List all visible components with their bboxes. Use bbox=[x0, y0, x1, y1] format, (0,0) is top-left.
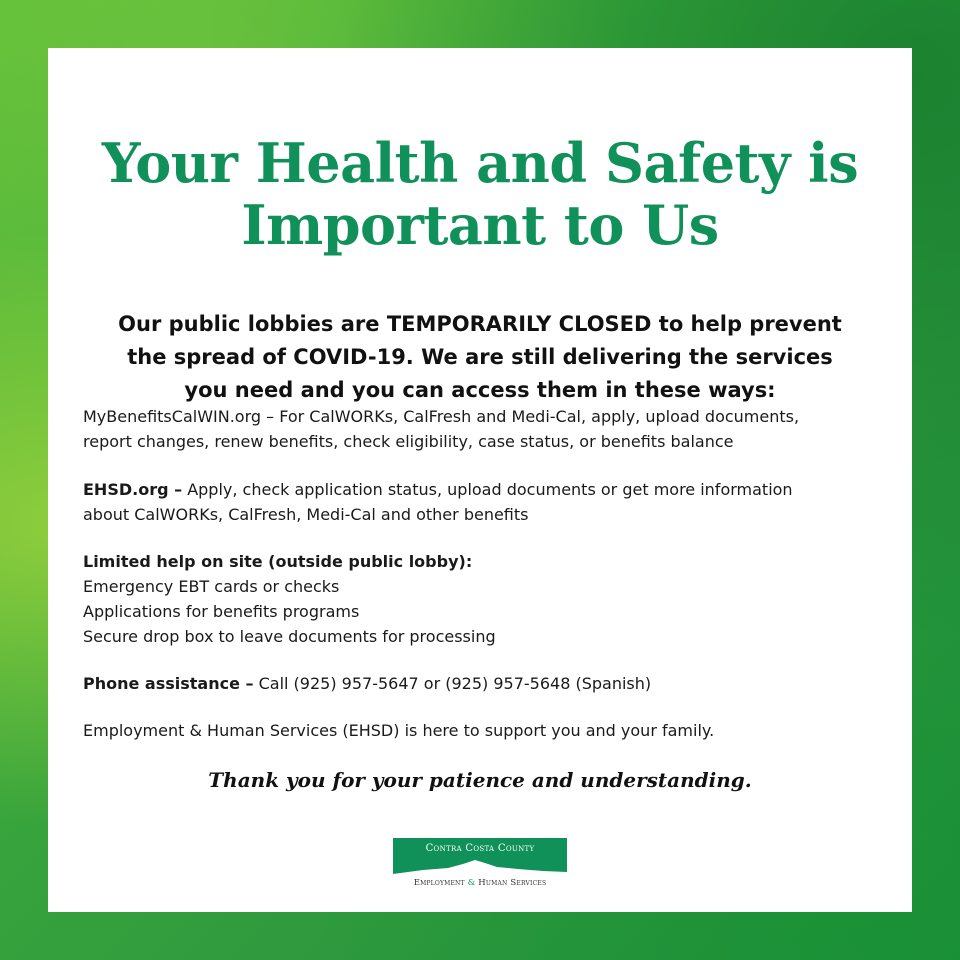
onsite-item: Secure drop box to leave documents for processing bbox=[83, 627, 496, 646]
phone-text: Call (925) 957-5647 or (925) 957-5648 (Spanish) bbox=[253, 674, 652, 693]
mybenefits-line-1: MyBenefitsCalWIN.org – For CalWORKs, CalFresh and Medi-Cal, apply, upload documents, bbox=[83, 407, 800, 426]
logo-department-name bbox=[393, 878, 567, 888]
intro-text: Our public lobbies are bbox=[118, 312, 387, 336]
ehsd-section bbox=[83, 477, 893, 527]
mybenefits-line-2: report changes, renew benefits, check eligibility, case status, or benefits balance bbox=[83, 432, 734, 451]
logo-ampersand: & bbox=[467, 878, 476, 888]
ehsd-line-1 bbox=[83, 477, 893, 502]
logo-band bbox=[393, 838, 567, 874]
support-text: Employment & Human Services (EHSD) is here to support you and your family. bbox=[83, 721, 715, 740]
ehsd-text: Apply, check application status, upload documents or get more information bbox=[182, 480, 793, 499]
phone-line bbox=[83, 671, 893, 696]
logo-county-name: Contra Costa County bbox=[425, 843, 535, 854]
intro-line-3: you need and you can access them in these ways: bbox=[184, 378, 776, 402]
title-line-2: Important to Us bbox=[241, 193, 719, 257]
intro-text: to help prevent bbox=[651, 312, 842, 336]
ehsd-line-2: about CalWORKs, CalFresh, Medi-Cal and other benefits bbox=[83, 505, 529, 524]
title-line-1: Your Health and Safety is bbox=[101, 131, 859, 195]
onsite-item: Applications for benefits programs bbox=[83, 602, 360, 621]
onsite-heading: Limited help on site (outside public lobby): bbox=[83, 552, 473, 571]
support-section bbox=[83, 718, 893, 743]
ehsd-label: EHSD.org – bbox=[83, 480, 183, 499]
logo-dept-text: Employment bbox=[413, 878, 468, 888]
intro-line-2: the spread of COVID-19. We are still delivering the services bbox=[127, 345, 833, 369]
intro-paragraph bbox=[78, 308, 882, 407]
ehsd-logo bbox=[393, 838, 567, 892]
closed-emphasis: TEMPORARILY CLOSED bbox=[386, 312, 652, 336]
onsite-section bbox=[83, 549, 893, 649]
phone-label: Phone assistance – bbox=[83, 674, 254, 693]
closing-message: Thank you for your patience and understanding. bbox=[208, 768, 752, 792]
phone-section bbox=[83, 671, 893, 696]
mybenefits-section bbox=[83, 404, 893, 454]
logo-dept-text: Human Services bbox=[475, 878, 547, 888]
mountain-icon bbox=[393, 858, 567, 874]
onsite-item: Emergency EBT cards or checks bbox=[83, 577, 340, 596]
intro-line-1 bbox=[78, 308, 882, 341]
